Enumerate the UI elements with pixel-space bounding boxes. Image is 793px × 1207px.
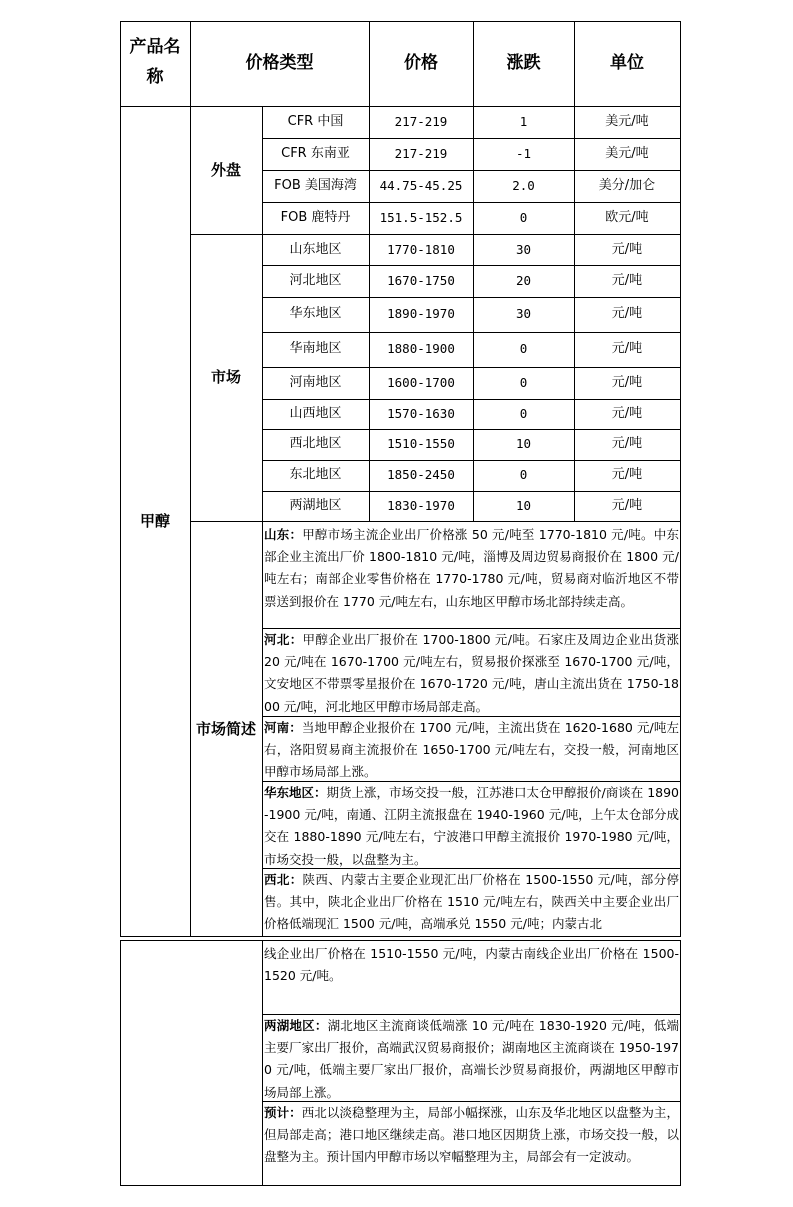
row-name: 西北地区 xyxy=(289,436,342,451)
summary-text: 线企业出厂价格在 1510-1550 元/吨，内蒙古南线企业出厂价格在 1500-1520 元/吨。 xyxy=(264,946,679,984)
header-change: 涨跌 xyxy=(506,53,541,73)
row-unit: 元/吨 xyxy=(611,273,643,288)
summary-xibei-continued xyxy=(264,943,679,1013)
row-unit: 美元/吨 xyxy=(605,146,649,161)
summary-text: 期货上涨，市场交投一般，江苏港口太仓甲醇报价/商谈在 1890-1900 元/吨，南通、江阴主流报盘在 1940-1960 元/吨，上午太仓部分成交在 1880-1890 元/吨左右，宁波港口甲醇主流报价 1970-1980 元/吨，市场交投一般，以盘整为主。 xyxy=(264,785,679,867)
summary-text: 甲醇市场主流企业出厂价格涨 50 元/吨至 1770-1810 元/吨。中东部企业主流出厂价 1800-1810 元/吨，淄博及周边贸易商报价在 1800 元/吨左右；南部企业零售价格在 1770-1780 元/吨，贸易商对临沂地区不带票送到报价在 1770 元/吨左右，山东地区甲醇市场北部持续走高。 xyxy=(264,527,679,609)
table-border xyxy=(680,21,681,937)
row-change: 0 xyxy=(519,341,528,356)
row-name: FOB 鹿特丹 xyxy=(280,210,351,225)
summary-label: 预计： xyxy=(264,1105,302,1120)
summary-label: 河北： xyxy=(264,632,303,647)
table-border xyxy=(680,940,681,1186)
row-price: 1890-1970 xyxy=(387,306,455,321)
row-change: 2.0 xyxy=(512,178,535,193)
summary-label: 华东地区： xyxy=(264,785,327,800)
table-border xyxy=(262,265,681,266)
table-border xyxy=(262,202,681,203)
summary-label: 西北： xyxy=(264,872,303,887)
row-change: 0 xyxy=(519,210,528,225)
table-border xyxy=(262,332,681,333)
table-border xyxy=(262,460,681,461)
table-border xyxy=(120,936,681,937)
group-overseas: 外盘 xyxy=(210,161,241,179)
row-unit: 元/吨 xyxy=(611,467,643,482)
table-border xyxy=(190,234,681,235)
row-change: 10 xyxy=(515,436,532,451)
summary-forecast xyxy=(264,1102,679,1184)
row-change: 0 xyxy=(519,406,528,421)
table-border xyxy=(120,940,681,941)
row-price: 1830-1970 xyxy=(387,498,455,513)
row-unit: 欧元/吨 xyxy=(605,210,649,225)
row-change: 10 xyxy=(515,498,532,513)
row-unit: 元/吨 xyxy=(611,406,643,421)
summary-henan xyxy=(264,717,679,780)
group-summary: 市场简述 xyxy=(195,720,256,738)
row-price: 1670-1750 xyxy=(387,273,455,288)
group-market: 市场 xyxy=(210,368,241,386)
table-border xyxy=(262,940,263,1186)
row-unit: 美分/加仑 xyxy=(598,178,656,193)
row-unit: 元/吨 xyxy=(611,375,643,390)
table-border xyxy=(190,521,681,522)
row-change: 30 xyxy=(515,306,532,321)
summary-text: 陕西、内蒙古主要企业现汇出厂价格在 1500-1550 元/吨，部分停售。其中，陕北企业出厂价格在 1510 元/吨左右，陕西关中主要企业出厂价格低端现汇 1500 元/吨，高端承兑 1550 元/吨；内蒙古北 xyxy=(264,872,679,932)
row-price: 1770-1810 xyxy=(387,242,455,257)
header-price-type: 价格类型 xyxy=(245,53,314,73)
summary-huadong xyxy=(264,782,679,868)
summary-shandong xyxy=(264,524,679,627)
row-name: 东北地区 xyxy=(289,467,342,482)
summary-text: 甲醇企业出厂报价在 1700-1800 元/吨。石家庄及周边企业出货涨 20 元/吨在 1670-1700 元/吨左右，贸易报价探涨至 1670-1700 元/吨，文安地区不带票零星报价在 1670-1720 元/吨，唐山主流出货在 1750-1800 元/吨，河北地区甲醇市场局部走高。 xyxy=(264,632,679,714)
product-name: 甲醇 xyxy=(139,512,170,530)
row-price: 217-219 xyxy=(394,114,448,129)
header-price: 价格 xyxy=(404,53,438,73)
summary-lianghu xyxy=(264,1015,679,1101)
row-change: 1 xyxy=(519,114,528,129)
header-unit: 单位 xyxy=(610,53,644,73)
row-unit: 元/吨 xyxy=(611,498,643,513)
summary-label: 两湖地区： xyxy=(264,1018,328,1033)
table-border xyxy=(120,106,681,107)
table-border xyxy=(262,429,681,430)
row-change: 20 xyxy=(515,273,532,288)
row-price: 44.75-45.25 xyxy=(379,178,463,193)
table-border xyxy=(120,21,681,22)
row-unit: 元/吨 xyxy=(611,242,643,257)
table-border xyxy=(262,491,681,492)
summary-xibei xyxy=(264,869,679,936)
row-name: CFR 东南亚 xyxy=(281,146,350,161)
row-name: 河北地区 xyxy=(289,273,342,288)
row-name: CFR 中国 xyxy=(287,114,344,129)
row-name: 山西地区 xyxy=(289,406,342,421)
row-name: 两湖地区 xyxy=(289,498,342,513)
row-name: 河南地区 xyxy=(289,375,342,390)
table-border xyxy=(262,170,681,171)
header-product-name: 产品名称 xyxy=(129,37,181,87)
row-price: 1510-1550 xyxy=(387,436,455,451)
row-change: -1 xyxy=(515,146,532,161)
row-price: 151.5-152.5 xyxy=(379,210,463,225)
table-border xyxy=(262,399,681,400)
row-change: 0 xyxy=(519,467,528,482)
row-unit: 元/吨 xyxy=(611,436,643,451)
row-change: 0 xyxy=(519,375,528,390)
row-unit: 元/吨 xyxy=(611,341,643,356)
table-border xyxy=(120,1185,681,1186)
row-name: 华南地区 xyxy=(289,341,342,356)
summary-text: 当地甲醇企业报价在 1700 元/吨，主流出货在 1620-1680 元/吨左右，洛阳贸易商主流报价在 1650-1700 元/吨左右，交投一般，河南地区甲醇市场局部上涨。 xyxy=(264,720,679,780)
summary-label: 河南： xyxy=(264,720,302,735)
table-border xyxy=(262,297,681,298)
row-unit: 美元/吨 xyxy=(605,114,649,129)
row-name: FOB 美国海湾 xyxy=(274,178,357,193)
row-price: 1570-1630 xyxy=(387,406,455,421)
row-price: 1850-2450 xyxy=(387,467,455,482)
row-name: 山东地区 xyxy=(289,242,342,257)
row-price: 1880-1900 xyxy=(387,341,455,356)
row-price: 217-219 xyxy=(394,146,448,161)
row-name: 华东地区 xyxy=(289,306,342,321)
row-price: 1600-1700 xyxy=(387,375,455,390)
table-border xyxy=(120,21,121,937)
row-change: 30 xyxy=(515,242,532,257)
table-border xyxy=(262,138,681,139)
summary-label: 山东： xyxy=(264,527,303,542)
table-border xyxy=(262,367,681,368)
summary-text: 湖北地区主流商谈低端涨 10 元/吨在 1830-1920 元/吨，低端主要厂家出厂报价，高端武汉贸易商报价；湖南地区主流商谈在 1950-1970 元/吨，低端主要厂家出厂报价，高端长沙贸易商报价，两湖地区甲醇市场局部上涨。 xyxy=(264,1018,679,1100)
summary-text: 西北以淡稳整理为主，局部小幅探涨，山东及华北地区以盘整为主，但局部走高；港口地区继续走高。港口地区因期货上涨，市场交投一般，以盘整为主。预计国内甲醇市场以窄幅整理为主，局部会有一定波动。 xyxy=(264,1105,679,1165)
summary-hebei xyxy=(264,629,679,715)
table-border xyxy=(120,940,121,1186)
row-unit: 元/吨 xyxy=(611,306,643,321)
